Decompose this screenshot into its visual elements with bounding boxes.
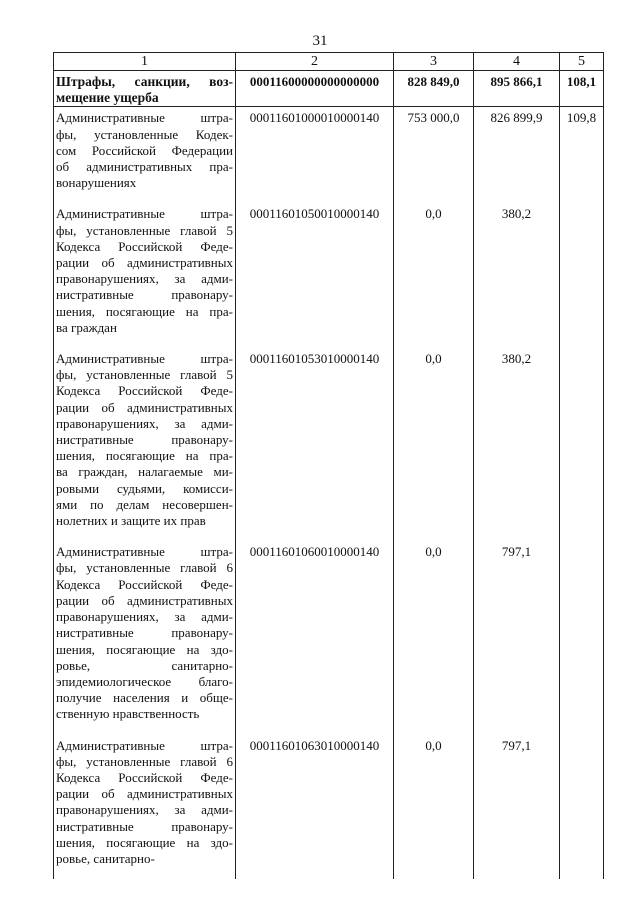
value-col4-cell: 797,1 — [474, 735, 560, 880]
value-col3-cell: 828 849,0 — [394, 71, 474, 107]
row-name-line: рации об административных — [56, 786, 233, 802]
table-row — [54, 107, 604, 204]
row-name-line: ровье, санитарно- — [56, 657, 233, 673]
row-name-line: нистративные правонару- — [56, 625, 233, 641]
row-name-line: фы, установленные главой 6 — [56, 560, 233, 576]
kbk-code-cell: 00011601000010000140 — [236, 107, 394, 204]
table-row — [54, 541, 604, 734]
row-name-line: об административных пра- — [56, 159, 233, 175]
column-header-1: 1 — [54, 53, 236, 71]
column-header-5: 5 — [560, 53, 604, 71]
value-col5-cell — [560, 735, 604, 880]
row-name-line: ва граждан — [56, 319, 117, 335]
row-name-line: Кодекса Российской Феде- — [56, 383, 233, 399]
row-name-line: Административные штра- — [56, 544, 233, 560]
row-name-line: правонарушениях, за адми- — [56, 415, 233, 431]
row-name-line: вонарушениях — [56, 175, 137, 191]
row-name-line: Кодекса Российской Феде- — [56, 769, 233, 785]
row-name-line: ва граждан, налагаемые ми- — [56, 464, 233, 480]
row-name-cell — [54, 107, 236, 204]
row-name-line: Кодекса Российской Феде- — [56, 576, 233, 592]
value-col3-cell: 0,0 — [394, 735, 474, 880]
row-name-line: получие населения и обще- — [56, 690, 233, 706]
value-col4-cell: 380,2 — [474, 348, 560, 541]
row-name-line: ями по делам несовершен- — [56, 496, 233, 512]
row-name-line: Штрафы, санкции, воз- — [56, 74, 233, 89]
row-name-cell — [54, 203, 236, 348]
row-name-cell — [54, 541, 236, 734]
row-name-line: фы, установленные главой 5 — [56, 367, 233, 383]
value-col4-cell: 797,1 — [474, 541, 560, 734]
table-row — [54, 203, 604, 348]
table-body — [54, 71, 604, 880]
row-name-line: Административные штра- — [56, 737, 233, 753]
row-name-line: шения, посягающие на здо- — [56, 834, 233, 850]
row-name-line: фы, установленные главой 5 — [56, 222, 233, 238]
column-header-2: 2 — [236, 53, 394, 71]
value-col4-cell: 826 899,9 — [474, 107, 560, 204]
row-name-line: ровье, санитарно- — [56, 850, 155, 866]
row-name-line: правонарушениях, за адми- — [56, 802, 233, 818]
row-name-line: рации об административных — [56, 592, 233, 608]
column-header-4: 4 — [474, 53, 560, 71]
row-name-line: нистративные правонару- — [56, 818, 233, 834]
value-col5-cell: 109,8 — [560, 107, 604, 204]
row-name-line: нистративные правонару- — [56, 287, 233, 303]
value-col5-cell — [560, 541, 604, 734]
row-name-line: нолетних и защите их прав — [56, 513, 206, 529]
value-col5-cell — [560, 203, 604, 348]
row-name-line: шения, посягающие на здо- — [56, 641, 233, 657]
row-name-line: нистративные правонару- — [56, 432, 233, 448]
value-col3-cell: 0,0 — [394, 348, 474, 541]
row-name-line: Административные штра- — [56, 351, 233, 367]
row-name-line: шения, посягающие на пра- — [56, 448, 233, 464]
value-col5-cell — [560, 348, 604, 541]
revenue-table — [53, 52, 604, 879]
value-col5-cell: 108,1 — [560, 71, 604, 107]
table-row — [54, 735, 604, 880]
kbk-code-cell: 00011600000000000000 — [236, 71, 394, 107]
row-name-line: рации об административных — [56, 255, 233, 271]
value-col3-cell: 753 000,0 — [394, 107, 474, 204]
value-col3-cell: 0,0 — [394, 203, 474, 348]
row-name-line: сом Российской Федерации — [56, 142, 233, 158]
row-name-line: Административные штра- — [56, 206, 233, 222]
row-name-line: ровыми судьями, комисси- — [56, 480, 233, 496]
row-name-line: Кодекса Российской Феде- — [56, 238, 233, 254]
row-name-cell — [54, 735, 236, 880]
row-name-cell — [54, 71, 236, 107]
kbk-code-cell: 00011601063010000140 — [236, 735, 394, 880]
page-number: 31 — [312, 33, 328, 49]
row-name-line: эпидемиологическое благо- — [56, 673, 233, 689]
table-row — [54, 348, 604, 541]
kbk-code-cell: 00011601060010000140 — [236, 541, 394, 734]
row-name-line: фы, установленные Кодек- — [56, 126, 233, 142]
value-col4-cell: 895 866,1 — [474, 71, 560, 107]
row-name-cell — [54, 348, 236, 541]
row-name-line: мещение ущерба — [56, 90, 159, 106]
row-name-line: правонарушениях, за адми- — [56, 609, 233, 625]
value-col3-cell: 0,0 — [394, 541, 474, 734]
column-number-row — [54, 53, 604, 71]
row-name-line: рации об административных — [56, 399, 233, 415]
row-name-line: шения, посягающие на пра- — [56, 303, 233, 319]
row-name-line: правонарушениях, за адми- — [56, 271, 233, 287]
table-row — [54, 71, 604, 107]
row-name-line: фы, установленные главой 6 — [56, 753, 233, 769]
row-name-line: ственную нравственность — [56, 706, 200, 722]
kbk-code-cell: 00011601053010000140 — [236, 348, 394, 541]
row-name-line: Административные штра- — [56, 110, 233, 126]
column-header-3: 3 — [394, 53, 474, 71]
kbk-code-cell: 00011601050010000140 — [236, 203, 394, 348]
value-col4-cell: 380,2 — [474, 203, 560, 348]
